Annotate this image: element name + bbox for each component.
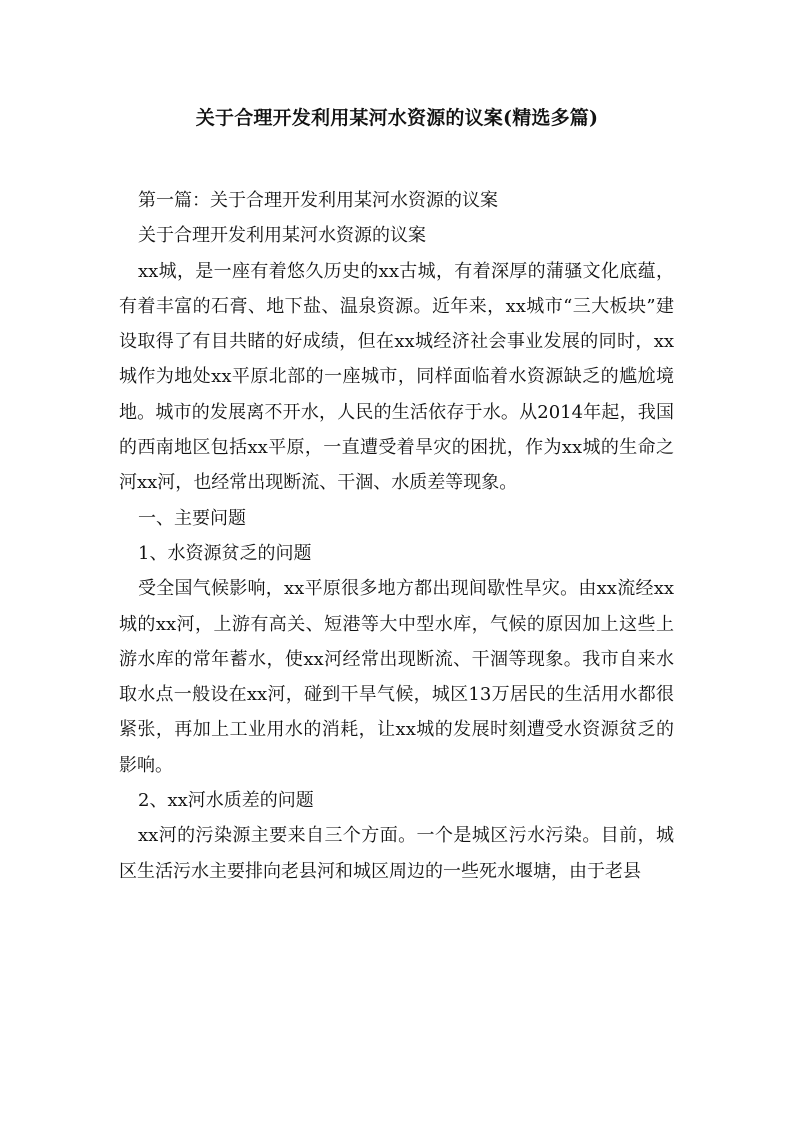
heading-main-issues: 一、主要问题 [138, 507, 246, 529]
subheading-water-quality: 2、xx河水质差的问题 [138, 790, 314, 812]
paragraph-intro: xx城，是一座有着悠久历史的xx古城，有着深厚的蒲骚文化底蕴，有着丰富的石膏、地下盐、温泉资源。近年来，xx城市“三大板块”建设取得了有目共睹的好成绩，但在xx城经济社会事业发展的同时，xx城作为地处xx平原北部的一座城市，同样面临着水资源缺乏的尴尬境地。城市的发展离不开水，人民的生活依存于水。从2014年起，我国的西南地区包括xx平原，一直遭受着旱灾的困扰，作为xx城的生命之河xx河，也经常出现断流、干涸、水质差等现象。 [119, 260, 674, 494]
subheading-water-shortage: 1、水资源贫乏的问题 [138, 542, 312, 564]
document-body [119, 183, 674, 889]
document-title: 关于合理开发利用某河水资源的议案(精选多篇) [195, 107, 599, 129]
chapter-heading: 第一篇：关于合理开发利用某河水资源的议案 [138, 190, 498, 211]
paragraph-water-shortage: 受全国气候影响，xx平原很多地方都出现间歇性旱灾。由xx流经xx城的xx河，上游有高关、短港等大中型水库，气候的原因加上这些上游水库的常年蓄水，使xx河经常出现断流、干涸等现象。我市自来水取水点一般设在xx河，碰到干旱气候，城区13万居民的生活用水都很紧张，再加上工业用水的消耗，让xx城的发展时刻遭受水资源贫乏的影响。 [119, 578, 674, 776]
section-title: 关于合理开发利用某河水资源的议案 [138, 225, 426, 247]
paragraph-water-quality: xx河的污染源主要来自三个方面。一个是城区污水污染。目前，城区生活污水主要排向老县河和城区周边的一些死水堰塘，由于老县 [119, 825, 674, 882]
